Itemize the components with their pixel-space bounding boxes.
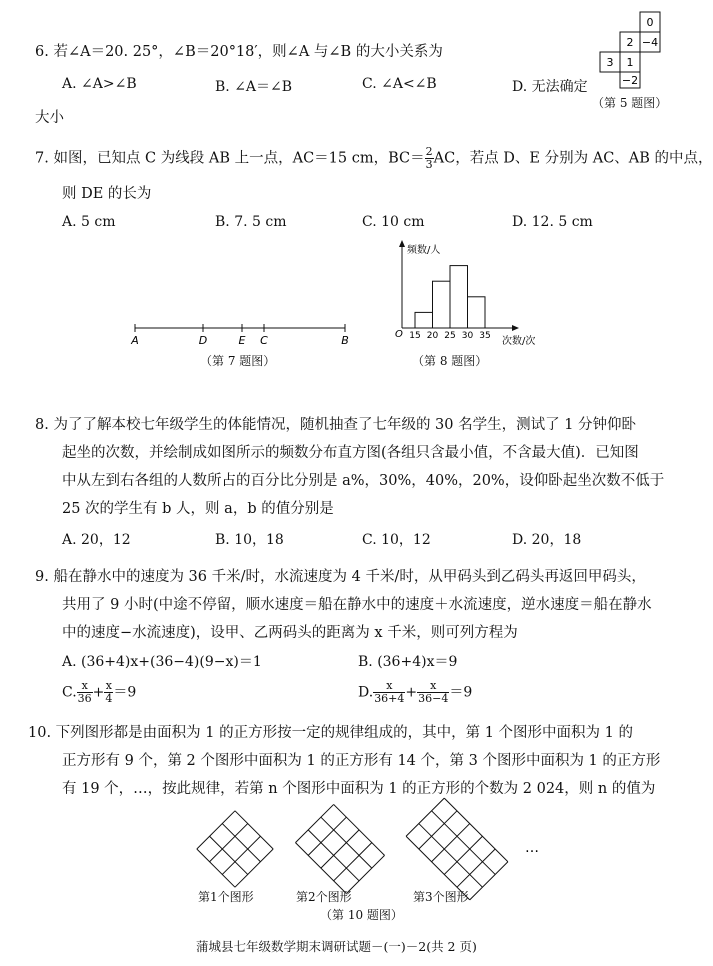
- histogram-bar-25~30: [450, 266, 468, 328]
- fig10-label-2: 第2个图形: [296, 890, 352, 904]
- fig8-origin: O: [395, 329, 403, 340]
- x-tick-30: 30: [461, 331, 474, 341]
- fig5-cell-1: 1: [626, 56, 634, 69]
- page-footer: 蒲城县七年级数学期末调研试题－(一)－2(共 2 页): [196, 939, 477, 954]
- q8-option-b: B. 10，18: [215, 532, 284, 548]
- q6-tail: 大小: [35, 110, 64, 126]
- q9-line1: 9. 船在静水中的速度为 36 千米/时，水流速度为 4 千米/时，从甲码头到乙码头再返回甲码头，: [35, 569, 646, 585]
- x-axis-arrow: [512, 325, 519, 331]
- fig8-ylabel: 频数/人: [407, 245, 441, 256]
- x-tick-25: 25: [444, 331, 456, 341]
- q7-line2: 则 DE 的长为: [62, 186, 152, 202]
- q8-line2: 起坐的次数，并绘制成如图所示的频数分布直方图(各组只含最小值，不含最大值)．已知图: [62, 445, 639, 461]
- histogram-bar-30~35: [468, 297, 486, 328]
- q9-line3: 中的速度−水流速度)，设甲、乙两码头的距离为 x 千米，则可列方程为: [62, 625, 518, 641]
- fig7-segment-diagram: [125, 318, 360, 350]
- q9-option-b: B. (36+4)x＝9: [358, 654, 458, 670]
- fig5-caption: （第 5 题图）: [592, 96, 668, 110]
- fig5-cell-0: 0: [646, 16, 654, 29]
- q7-option-b: B. 7. 5 cm: [215, 214, 287, 230]
- q8-line4: 25 次的学生有 b 人，则 a，b 的值分别是: [62, 501, 334, 517]
- q9-line2: 共用了 9 小时(中途不停留，顺水速度＝船在静水中的速度＋水流速度，逆水速度＝船在静水: [62, 597, 652, 613]
- q7-line1-a: 7. 如图，已知点 C 为线段 AB 上一点，AC＝15 cm，BC＝: [35, 150, 425, 167]
- q7-fraction: $\frac{2}{3}$: [425, 145, 433, 171]
- q9-option-a: A. (36+4)x+(36−4)(9−x)＝1: [62, 654, 262, 670]
- fig8-histogram: [385, 238, 545, 350]
- fig5-cell-3: 3: [606, 56, 614, 69]
- histogram-bar-15~20: [415, 312, 433, 328]
- q6-option-c: C. ∠A<∠B: [362, 76, 437, 92]
- q7-option-c: C. 10 cm: [362, 214, 425, 230]
- q6-text: 6. 若∠A＝20. 25°，∠B＝20°18′，则∠A 与∠B 的大小关系为: [35, 44, 443, 60]
- fig10-pattern-1: [197, 811, 273, 887]
- fig7-point-c: C: [260, 334, 268, 347]
- y-axis-arrow: [399, 240, 405, 247]
- fig8-xlabel: 次数/次: [502, 336, 536, 347]
- q8-option-a: A. 20，12: [62, 532, 131, 548]
- fig7-point-a: A: [131, 334, 139, 347]
- q8-option-c: C. 10，12: [362, 532, 431, 548]
- fig5-cell-2: 2: [626, 36, 634, 49]
- q6-option-b: B. ∠A＝∠B: [215, 79, 293, 95]
- fig5-cell-neg2: −2: [621, 74, 639, 87]
- q7-option-a: A. 5 cm: [62, 214, 116, 230]
- x-tick-20: 20: [426, 331, 439, 341]
- q9-option-d: D. $\frac{x}{36+4}$ + $\frac{x}{36-4}$ ＝9: [358, 679, 473, 705]
- fig10-label-1: 第1个图形: [198, 890, 254, 904]
- q8-option-d: D. 20，18: [512, 532, 582, 548]
- fig10-patterns: [190, 808, 550, 890]
- fig7-point-e: E: [238, 334, 246, 347]
- fig10-caption: （第 10 题图）: [320, 908, 403, 922]
- q8-line1: 8. 为了了解本校七年级学生的体能情况，随机抽查了七年级的 30 名学生，测试了 1 分钟仰卧: [35, 417, 637, 433]
- fig10-pattern-3: [406, 798, 508, 900]
- q8-line3: 中从左到右各组的人数所占的百分比分别是 a%，30%，40%，20%，设仰卧起坐次数不低于: [62, 473, 665, 489]
- q7-line1-b: AC，若点 D、E 分别为 AC、AB 的中点，: [433, 150, 713, 167]
- q10-line3: 有 19 个，…，按此规律，若第 n 个图形中面积为 1 的正方形的个数为 2 024，则 n 的值为: [62, 781, 656, 797]
- histogram-bar-20~25: [433, 281, 451, 328]
- q6-option-d: D. 无法确定: [512, 79, 588, 95]
- fig10-label-3: 第3个图形: [413, 890, 469, 904]
- fig7-point-d: D: [198, 334, 208, 347]
- fig7-point-b: B: [341, 334, 349, 347]
- q10-line1: 10. 下列图形都是由面积为 1 的正方形按一定的规律组成的，其中，第 1 个图形中面积为 1 的: [28, 725, 633, 741]
- fig10-pattern-2: [295, 804, 384, 893]
- q9-option-c: C. $\frac{x}{36}$ + $\frac{x}{4}$ ＝9: [62, 679, 137, 705]
- q10-line2: 正方形有 9 个，第 2 个图形中面积为 1 的正方形有 14 个，第 3 个图形中面积为 1 的正方形: [62, 753, 661, 769]
- fig10-ellipsis: …: [525, 840, 539, 856]
- x-tick-15: 15: [409, 331, 421, 341]
- fig5-cube-net: [595, 8, 665, 92]
- q7-line1: [35, 146, 713, 171]
- fig5-cell-neg4: −4: [641, 36, 659, 49]
- x-tick-35: 35: [479, 331, 491, 341]
- q7-option-d: D. 12. 5 cm: [512, 214, 593, 230]
- fig8-caption: （第 8 题图）: [412, 354, 488, 368]
- q6-option-a: A. ∠A>∠B: [62, 76, 137, 92]
- fig7-caption: （第 7 题图）: [200, 354, 276, 368]
